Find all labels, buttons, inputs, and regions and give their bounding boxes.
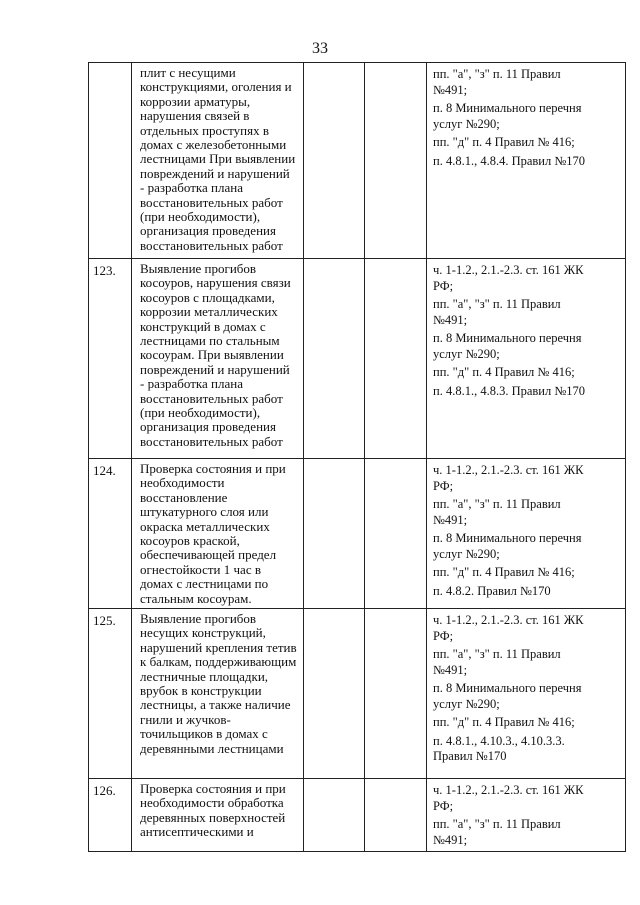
work-description-line: коррозии арматуры, [140, 93, 251, 109]
legal-reference [433, 565, 621, 581]
work-description-line: окраска металлических [140, 518, 270, 534]
legal-reference [433, 715, 621, 731]
work-description-line: Выявление прогибов [140, 261, 257, 276]
work-description-line: организация проведения [140, 223, 276, 239]
periodicity-cell [304, 779, 365, 852]
legal-reference-line: РФ; [433, 798, 454, 813]
legal-reference [433, 154, 621, 170]
work-description-line: точильщиков в домах с [140, 726, 268, 742]
table-row [89, 609, 626, 779]
work-description-line: домах с железобетонными [140, 137, 287, 153]
work-description-line: обеспечивающей предел [140, 547, 277, 563]
work-description-line: стальным косоурам. [140, 590, 252, 606]
work-description-line: коррозии металлических [140, 304, 278, 320]
work-description [132, 459, 304, 609]
legal-reference [433, 101, 621, 132]
work-description-line: восстановительных работ [140, 194, 283, 210]
legal-reference-line: пп. "д" п. 4 Правил № 416; [433, 135, 575, 149]
work-description-line: необходимости [140, 475, 225, 491]
responsible-cell [365, 63, 427, 259]
work-description-line: (при необходимости), [140, 405, 261, 421]
work-description-line: - разработка плана [140, 376, 243, 392]
work-description-line: организация проведения [140, 419, 276, 435]
legal-reference-line: п. 4.8.2. Правил №170 [433, 583, 551, 598]
work-description-line: к балкам, поддерживающим [140, 654, 297, 670]
work-description [132, 609, 304, 779]
work-description-line: Проверка состояния и при [140, 461, 286, 476]
legal-references [427, 259, 626, 459]
legal-references [427, 779, 626, 852]
work-description-line: восстановление [140, 489, 228, 505]
legal-reference-line: №491; [433, 832, 468, 847]
work-description-line: Выявление прогибов [140, 611, 257, 626]
work-description-line: необходимости обработка [140, 795, 284, 811]
row-number: 126. [89, 779, 132, 852]
table-row [89, 779, 626, 852]
periodicity-cell [304, 259, 365, 459]
work-description-line: нарушения связей в [140, 108, 250, 124]
table-body [89, 63, 626, 852]
work-description-line: - разработка плана [140, 180, 243, 196]
row-number [89, 63, 132, 259]
legal-references [427, 459, 626, 609]
work-description-line: врубок в конструкции [140, 683, 262, 699]
work-description-line: деревянных поверхностей [140, 809, 286, 825]
work-description-line: повреждений и нарушений [140, 361, 290, 377]
periodicity-cell [304, 609, 365, 779]
legal-reference [433, 263, 621, 294]
legal-reference-line: услуг №290; [433, 696, 500, 711]
legal-reference-line: пп. "д" п. 4 Правил № 416; [433, 565, 575, 579]
legal-reference [433, 497, 621, 528]
legal-reference [433, 297, 621, 328]
legal-reference-line: №491; [433, 312, 468, 327]
work-description-line: косоуров краской, [140, 533, 240, 549]
legal-reference [433, 135, 621, 151]
work-description [132, 259, 304, 459]
legal-reference-line: пп. "а", "з" п. 11 Правил [433, 497, 561, 511]
legal-reference [433, 584, 621, 600]
legal-references [427, 609, 626, 779]
legal-reference-line: пп. "а", "з" п. 11 Правил [433, 67, 561, 81]
legal-reference-line: РФ; [433, 628, 454, 643]
work-description-line: гнили и жучков- [140, 711, 231, 727]
legal-reference [433, 783, 621, 814]
legal-reference-line: ч. 1-1.2., 2.1.-2.3. ст. 161 ЖК [433, 463, 584, 477]
legal-reference [433, 384, 621, 400]
work-description-line: косоурам. При выявлении [140, 347, 284, 363]
legal-reference-line: Правил №170 [433, 749, 507, 763]
work-description-line: восстановительных работ [140, 433, 283, 449]
legal-reference-line: ч. 1-1.2., 2.1.-2.3. ст. 161 ЖК [433, 613, 584, 627]
legal-reference-line: №491; [433, 82, 468, 97]
legal-reference-line: РФ; [433, 478, 454, 493]
legal-reference [433, 331, 621, 362]
table-row [89, 63, 626, 259]
legal-reference-line: пп. "а", "з" п. 11 Правил [433, 297, 561, 311]
work-description [132, 63, 304, 259]
legal-reference-line: пп. "а", "з" п. 11 Правил [433, 647, 561, 661]
work-description-line: лестницы, а также наличие [140, 697, 291, 713]
work-description-line: лестницами по стальным [140, 333, 280, 349]
page-number: 33 [312, 40, 328, 57]
row-number: 123. [89, 259, 132, 459]
work-description-line: штукатурного слоя или [140, 504, 269, 520]
legal-reference-line: п. 4.8.1., 4.8.4. Правил №170 [433, 153, 586, 168]
work-description-line: деревянными лестницами [140, 740, 284, 756]
legal-reference [433, 817, 621, 848]
work-description-line: домах с лестницами по [140, 576, 269, 592]
legal-reference-line: пп. "д" п. 4 Правил № 416; [433, 715, 575, 729]
responsible-cell [365, 779, 427, 852]
work-description-line: косоуров, нарушения связи [140, 275, 291, 291]
work-description-line: нарушений крепления тетив [140, 639, 297, 655]
legal-reference-line: РФ; [433, 278, 454, 293]
legal-reference-line: ч. 1-1.2., 2.1.-2.3. ст. 161 ЖК [433, 783, 584, 797]
work-description-line: лестничные площадки, [140, 668, 269, 684]
legal-reference-line: №491; [433, 662, 468, 677]
responsible-cell [365, 259, 427, 459]
regulations-table [88, 62, 626, 852]
work-description-line: (при необходимости), [140, 209, 261, 225]
table-row [89, 459, 626, 609]
work-description-line: конструкций в домах с [140, 318, 266, 334]
legal-reference [433, 365, 621, 381]
row-number: 124. [89, 459, 132, 609]
table-row [89, 259, 626, 459]
legal-reference-line: услуг №290; [433, 546, 500, 561]
work-description-line: огнестойкости 1 час в [140, 561, 261, 577]
legal-references [427, 63, 626, 259]
legal-reference-line: пп. "д" п. 4 Правил № 416; [433, 365, 575, 379]
periodicity-cell [304, 459, 365, 609]
legal-reference-line: пп. "а", "з" п. 11 Правил [433, 817, 561, 831]
row-number: 125. [89, 609, 132, 779]
work-description-line: косоуров с площадками, [140, 289, 275, 305]
legal-reference-line: п. 4.8.1., 4.8.3. Правил №170 [433, 383, 586, 398]
legal-reference [433, 681, 621, 712]
work-description [132, 779, 304, 852]
work-description-line: повреждений и нарушений [140, 165, 290, 181]
work-description-line: конструкциями, оголения и [140, 79, 292, 95]
legal-reference-line: п. 8 Минимального перечня [433, 101, 582, 115]
legal-reference-line: п. 8 Минимального перечня [433, 681, 582, 695]
responsible-cell [365, 609, 427, 779]
work-description-line: восстановительных работ [140, 390, 283, 406]
legal-reference-line: п. 8 Минимального перечня [433, 331, 582, 345]
work-description-line: антисептическими и [140, 824, 254, 840]
work-description-line: лестницами При выявлении [140, 151, 296, 167]
legal-reference [433, 531, 621, 562]
legal-reference-line: услуг №290; [433, 346, 500, 361]
work-description-line: плит с несущими [140, 65, 236, 80]
work-description-line: восстановительных работ [140, 237, 283, 253]
legal-reference [433, 647, 621, 678]
responsible-cell [365, 459, 427, 609]
legal-reference [433, 734, 621, 765]
legal-reference-line: №491; [433, 512, 468, 527]
periodicity-cell [304, 63, 365, 259]
work-description-line: отдельных проступях в [140, 122, 269, 138]
legal-reference [433, 463, 621, 494]
legal-reference-line: услуг №290; [433, 116, 500, 131]
legal-reference-line: п. 4.8.1., 4.10.3., 4.10.3.3. [433, 733, 565, 748]
legal-reference-line: п. 8 Минимального перечня [433, 531, 582, 545]
legal-reference [433, 613, 621, 644]
work-description-line: несущих конструкций, [140, 625, 266, 641]
legal-reference [433, 67, 621, 98]
work-description-line: Проверка состояния и при [140, 781, 286, 796]
legal-reference-line: ч. 1-1.2., 2.1.-2.3. ст. 161 ЖК [433, 263, 584, 277]
